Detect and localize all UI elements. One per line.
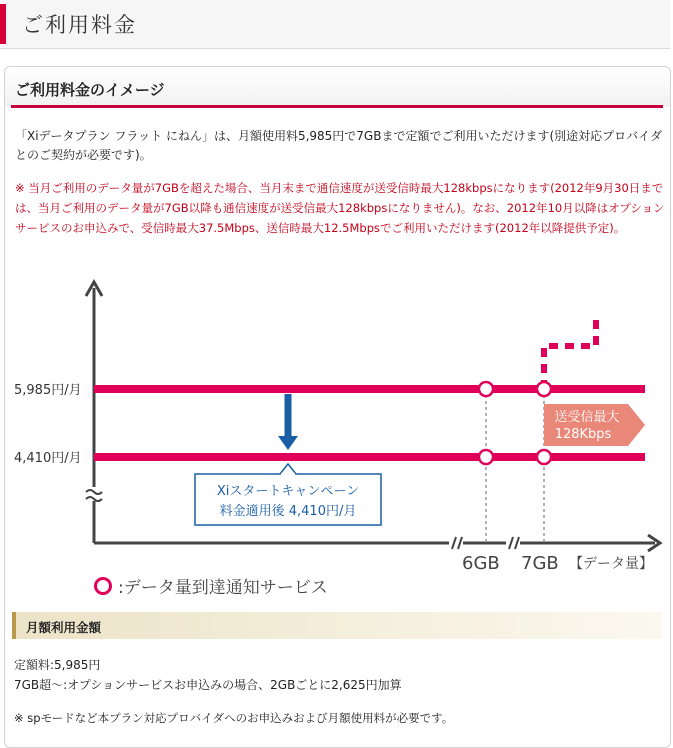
campaign-box-notch bbox=[280, 464, 296, 474]
chart-legend bbox=[94, 573, 328, 598]
monthly-fee-base: 定額料:5,985円 bbox=[14, 658, 101, 672]
monthly-fee-header bbox=[12, 612, 662, 639]
legend-label: :データ量到達通知サービス bbox=[118, 578, 328, 598]
notify-ring-icon bbox=[94, 577, 112, 595]
speed-label-2: 128Kbps bbox=[554, 427, 612, 442]
price-label-low: 4,410円/月 bbox=[14, 451, 82, 466]
plan-description: 「Xiデータプラン フラット にねん」は、月額使用料5,985円で7GBまで定額でご利用いただけます(別途対応プロバイダとのご契約が必要です)。 bbox=[15, 129, 663, 162]
monthly-fee-over: 7GB超〜:オプションサービスお申込みの場合、2GBごとに2,625円加算 bbox=[14, 678, 402, 692]
x-axis-label: 【データ量】 bbox=[569, 556, 653, 572]
campaign-line-2: 料金適用後 4,410円/月 bbox=[219, 504, 357, 519]
notify-marker-7gb-low bbox=[537, 450, 551, 464]
notify-marker-6gb-low bbox=[479, 450, 493, 464]
monthly-footnote: ※ spモードなど本プラン対応プロバイダへのお申込みおよび月額使用料が必要です。 bbox=[14, 711, 454, 725]
monthly-fee-header-bar bbox=[12, 612, 16, 639]
price-label-high: 5,985円/月 bbox=[14, 383, 82, 398]
speed-limit-note: ※ 当月ご利用のデータ量が7GBを超えた場合、当月末まで通信速度が送受信時最大128kbpsになります(2012年9月30日までは、当月ご利用のデータ量が7GB以降も通信速度が送受信最大128kbpsになりません)。なお、2012年10月以降はオプションサービスのお申込みで、受信時最大37.5Mbps、送信時最大12.5Mbpsでご利用いただけます(2012年以降提供予定)。 bbox=[15, 181, 665, 235]
monthly-fee-title: 月額利用金額 bbox=[26, 620, 102, 635]
panel-title: ご利用料金のイメージ bbox=[15, 81, 165, 99]
campaign-arrow-head bbox=[278, 436, 298, 450]
tick-label-7gb: 7GB bbox=[521, 553, 559, 574]
option-step-line bbox=[544, 318, 596, 389]
y-axis-break bbox=[86, 487, 102, 501]
tick-label-6gb: 6GB bbox=[462, 553, 500, 574]
speed-label-1: 送受信最大 bbox=[554, 410, 620, 425]
notify-marker-7gb-high bbox=[537, 382, 551, 396]
x-axis-break-2 bbox=[506, 535, 520, 551]
campaign-line-1: Xiスタートキャンペーン bbox=[216, 484, 360, 499]
notify-marker-6gb-high bbox=[479, 382, 493, 396]
page-title: ご利用料金 bbox=[22, 13, 137, 37]
x-axis-break-1 bbox=[449, 535, 463, 551]
